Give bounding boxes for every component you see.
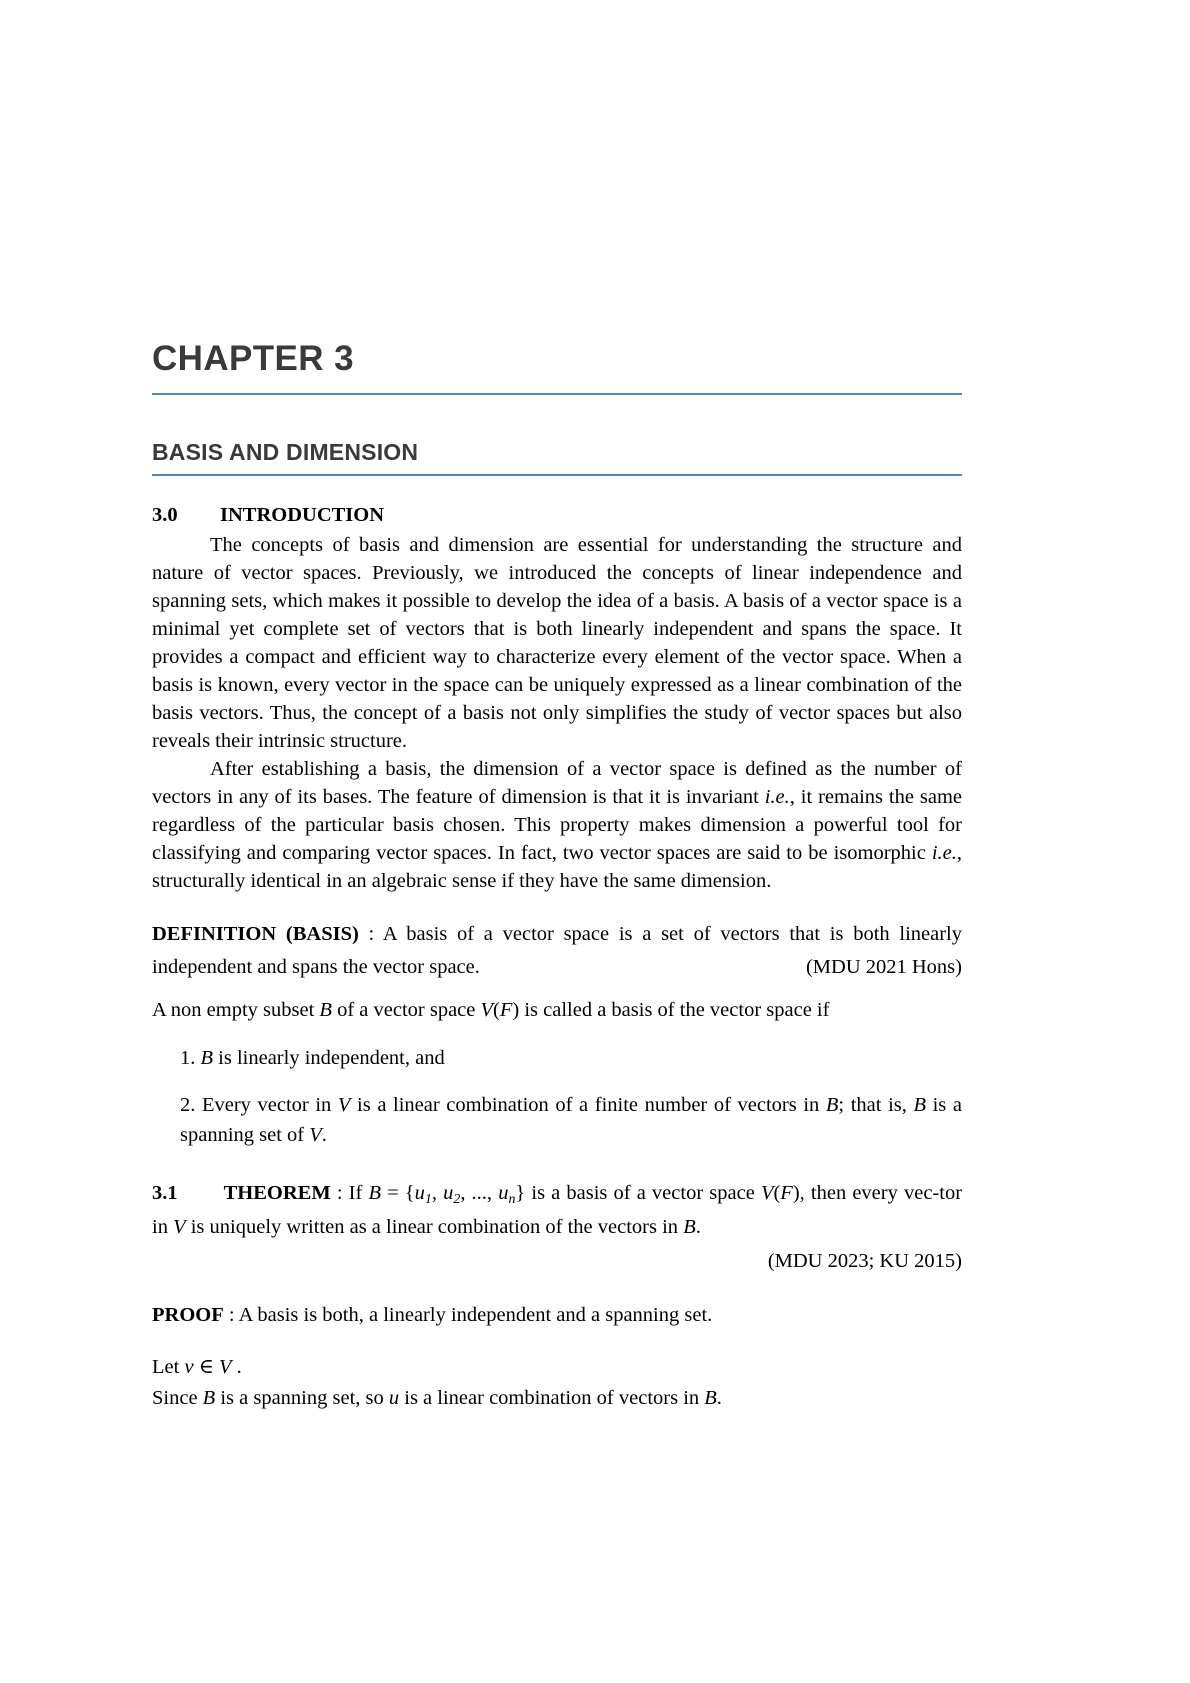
- theorem-if-word: If: [348, 1181, 369, 1204]
- theorem-ellipsis: , ...,: [460, 1181, 499, 1204]
- theorem-mid-text: is a basis of a vector space: [525, 1181, 761, 1204]
- theorem-space-paren-open: (: [773, 1181, 781, 1204]
- theorem-tail-var: V: [173, 1216, 186, 1239]
- definition-reference: (MDU 2021 Hons): [805, 955, 962, 978]
- theorem-un: u: [498, 1181, 509, 1204]
- list-item-2-mid2: ; that is,: [838, 1094, 914, 1117]
- def-var-v: V: [480, 998, 494, 1021]
- proof-since-period: .: [716, 1387, 722, 1410]
- theorem-brace-close: }: [515, 1181, 526, 1204]
- theorem-label: THEOREM: [223, 1181, 331, 1204]
- def-line2-part1: A non empty subset: [152, 998, 320, 1021]
- list-item-1-number: 1.: [180, 1046, 196, 1069]
- def-paren-open: (: [493, 998, 500, 1021]
- theorem-tail-text: , then every vec-tor in: [152, 1181, 963, 1239]
- def-line2-part2: of a vector space: [331, 998, 481, 1021]
- proof-let-space: V: [219, 1355, 232, 1378]
- def-var-b: B: [319, 998, 332, 1021]
- theorem-space-v: V: [760, 1181, 774, 1204]
- page-content: [152, 340, 962, 1414]
- intro-paragraph-1: The concepts of basis and dimension are essential for understanding the structure and nature of vector spaces. Previously, we introduced the concepts of linear independence and spanning sets, which makes it possible to develop the idea of a basis. A basis of a vector space is a minimal yet complete set of vectors that is both linearly independent and spans the space. It provides a compact and efficient way to characterize every element of the vector space. When a basis is known, every vector in the space can be uniquely expressed as a linear combination of the basis vectors. Thus, the concept of a basis not only simplifies the study of vector spaces but also reveals their intrinsic structure.: [152, 533, 962, 753]
- theorem-block: 3.1 THEOREM : If $B = \{u_1$, $u_2$, ..., $u_n$} is a basis of a vector space V(F), then every vec-tor in V is uniquely written as a linear combination of the vectors in B.: [152, 1181, 963, 1239]
- definition-subset-line: [152, 996, 962, 1026]
- list-item-2-prefix: Every vector in: [195, 1094, 338, 1117]
- proof-since-var-b: B: [202, 1387, 216, 1410]
- list-item-1-text: is linearly independent, and: [213, 1046, 445, 1069]
- definition-text: A basis of a vector space is a set of vectors that is both linearly independent and spans the vector space.: [152, 922, 962, 978]
- list-item-2-mid3: is a spanning set of: [180, 1094, 962, 1147]
- def-paren-close: ): [512, 998, 520, 1021]
- theorem-u1: u: [414, 1181, 425, 1204]
- list-item-2-var-b: B: [825, 1094, 839, 1117]
- theorem-u2-sub: 2: [453, 1191, 461, 1207]
- definition-list-item-1: [152, 1044, 962, 1074]
- theorem-tail-rest: is uniquely written as a linear combination of the vectors in: [185, 1216, 684, 1239]
- proof-let-prefix: Let: [152, 1355, 185, 1378]
- list-item-2-var-v: V: [337, 1094, 351, 1117]
- intro-number: 3.0: [152, 503, 178, 526]
- section-title: BASIS AND DIMENSION: [152, 438, 419, 465]
- definition-heading: DEFINITION (BASIS): [152, 922, 359, 945]
- theorem-un-sub: n: [508, 1191, 516, 1207]
- intro-label: INTRODUCTION: [220, 503, 385, 526]
- proof-separator: :: [223, 1304, 239, 1327]
- chapter-title: CHAPTER 3: [152, 339, 354, 378]
- def-line2-part3: is called a basis of the vector space if: [519, 998, 830, 1021]
- proof-since-tail: is a linear combination of vectors in: [399, 1387, 705, 1410]
- list-item-1-var: B: [200, 1046, 214, 1069]
- theorem-separator: :: [330, 1181, 349, 1204]
- proof-since-prefix: Since: [152, 1387, 203, 1410]
- intro-p2-italic-2: i.e.: [931, 842, 957, 865]
- list-item-2-mid1: is a linear combination of a finite number of vectors in: [350, 1094, 826, 1117]
- proof-since-mid: is a spanning set, so: [215, 1387, 389, 1410]
- theorem-reference: (MDU 2023; KU 2015): [767, 1250, 962, 1273]
- theorem-space-f: F: [780, 1181, 793, 1204]
- definition-list-item-2: [152, 1091, 962, 1150]
- list-item-2-var-b2: B: [913, 1094, 926, 1117]
- list-item-2-suffix: .: [321, 1124, 327, 1147]
- proof-let-period: .: [231, 1355, 242, 1378]
- theorem-tail-var2: B: [683, 1216, 696, 1239]
- intro-p2-part2: , it remains the same regardless of the particular basis chosen. This property makes dimension a powerful tool for classifying and comparing vector spaces. In fact, two vector spaces are said to be isomorphic: [152, 786, 962, 865]
- theorem-u1-sub: 1: [424, 1191, 432, 1207]
- proof-since-var-u: u: [388, 1387, 400, 1410]
- proof-text: A basis is both, a linearly independent and a spanning set.: [238, 1304, 713, 1327]
- intro-p2-part3: , structurally identical in an algebraic sense if they have the same dimension.: [152, 842, 962, 893]
- proof-block: [152, 1299, 962, 1332]
- intro-paragraph-2: [152, 755, 962, 895]
- chapter-divider-rule: [152, 393, 962, 395]
- proof-since-var-b2: B: [704, 1387, 717, 1410]
- def-var-f: F: [499, 998, 513, 1021]
- intro-heading: [152, 504, 962, 527]
- intro-p2-part1: After establishing a basis, the dimension of a vector space is defined as the number of vectors in any of its bases. The feature of dimension is that it is invariant: [152, 758, 962, 809]
- proof-heading: PROOF: [152, 1304, 224, 1327]
- theorem-set-var: B: [368, 1181, 381, 1204]
- proof-let-var: v: [184, 1355, 194, 1378]
- proof-since-line: [152, 1384, 962, 1414]
- section-divider-rule: [152, 474, 962, 476]
- theorem-number: 3.1: [152, 1181, 178, 1204]
- theorem-space-paren-close: ): [792, 1181, 800, 1204]
- theorem-tail-period: .: [695, 1216, 701, 1239]
- definition-block: [152, 918, 962, 984]
- theorem-equals: = {: [380, 1181, 415, 1204]
- proof-member-symbol: ∈: [193, 1355, 219, 1378]
- theorem-u2: u: [443, 1181, 454, 1204]
- list-item-2-var-v2: V: [309, 1124, 322, 1147]
- intro-p2-italic-1: i.e.: [764, 786, 790, 809]
- list-item-2-number: 2.: [180, 1094, 196, 1117]
- proof-let-line: [152, 1353, 962, 1383]
- definition-separator: :: [358, 922, 383, 945]
